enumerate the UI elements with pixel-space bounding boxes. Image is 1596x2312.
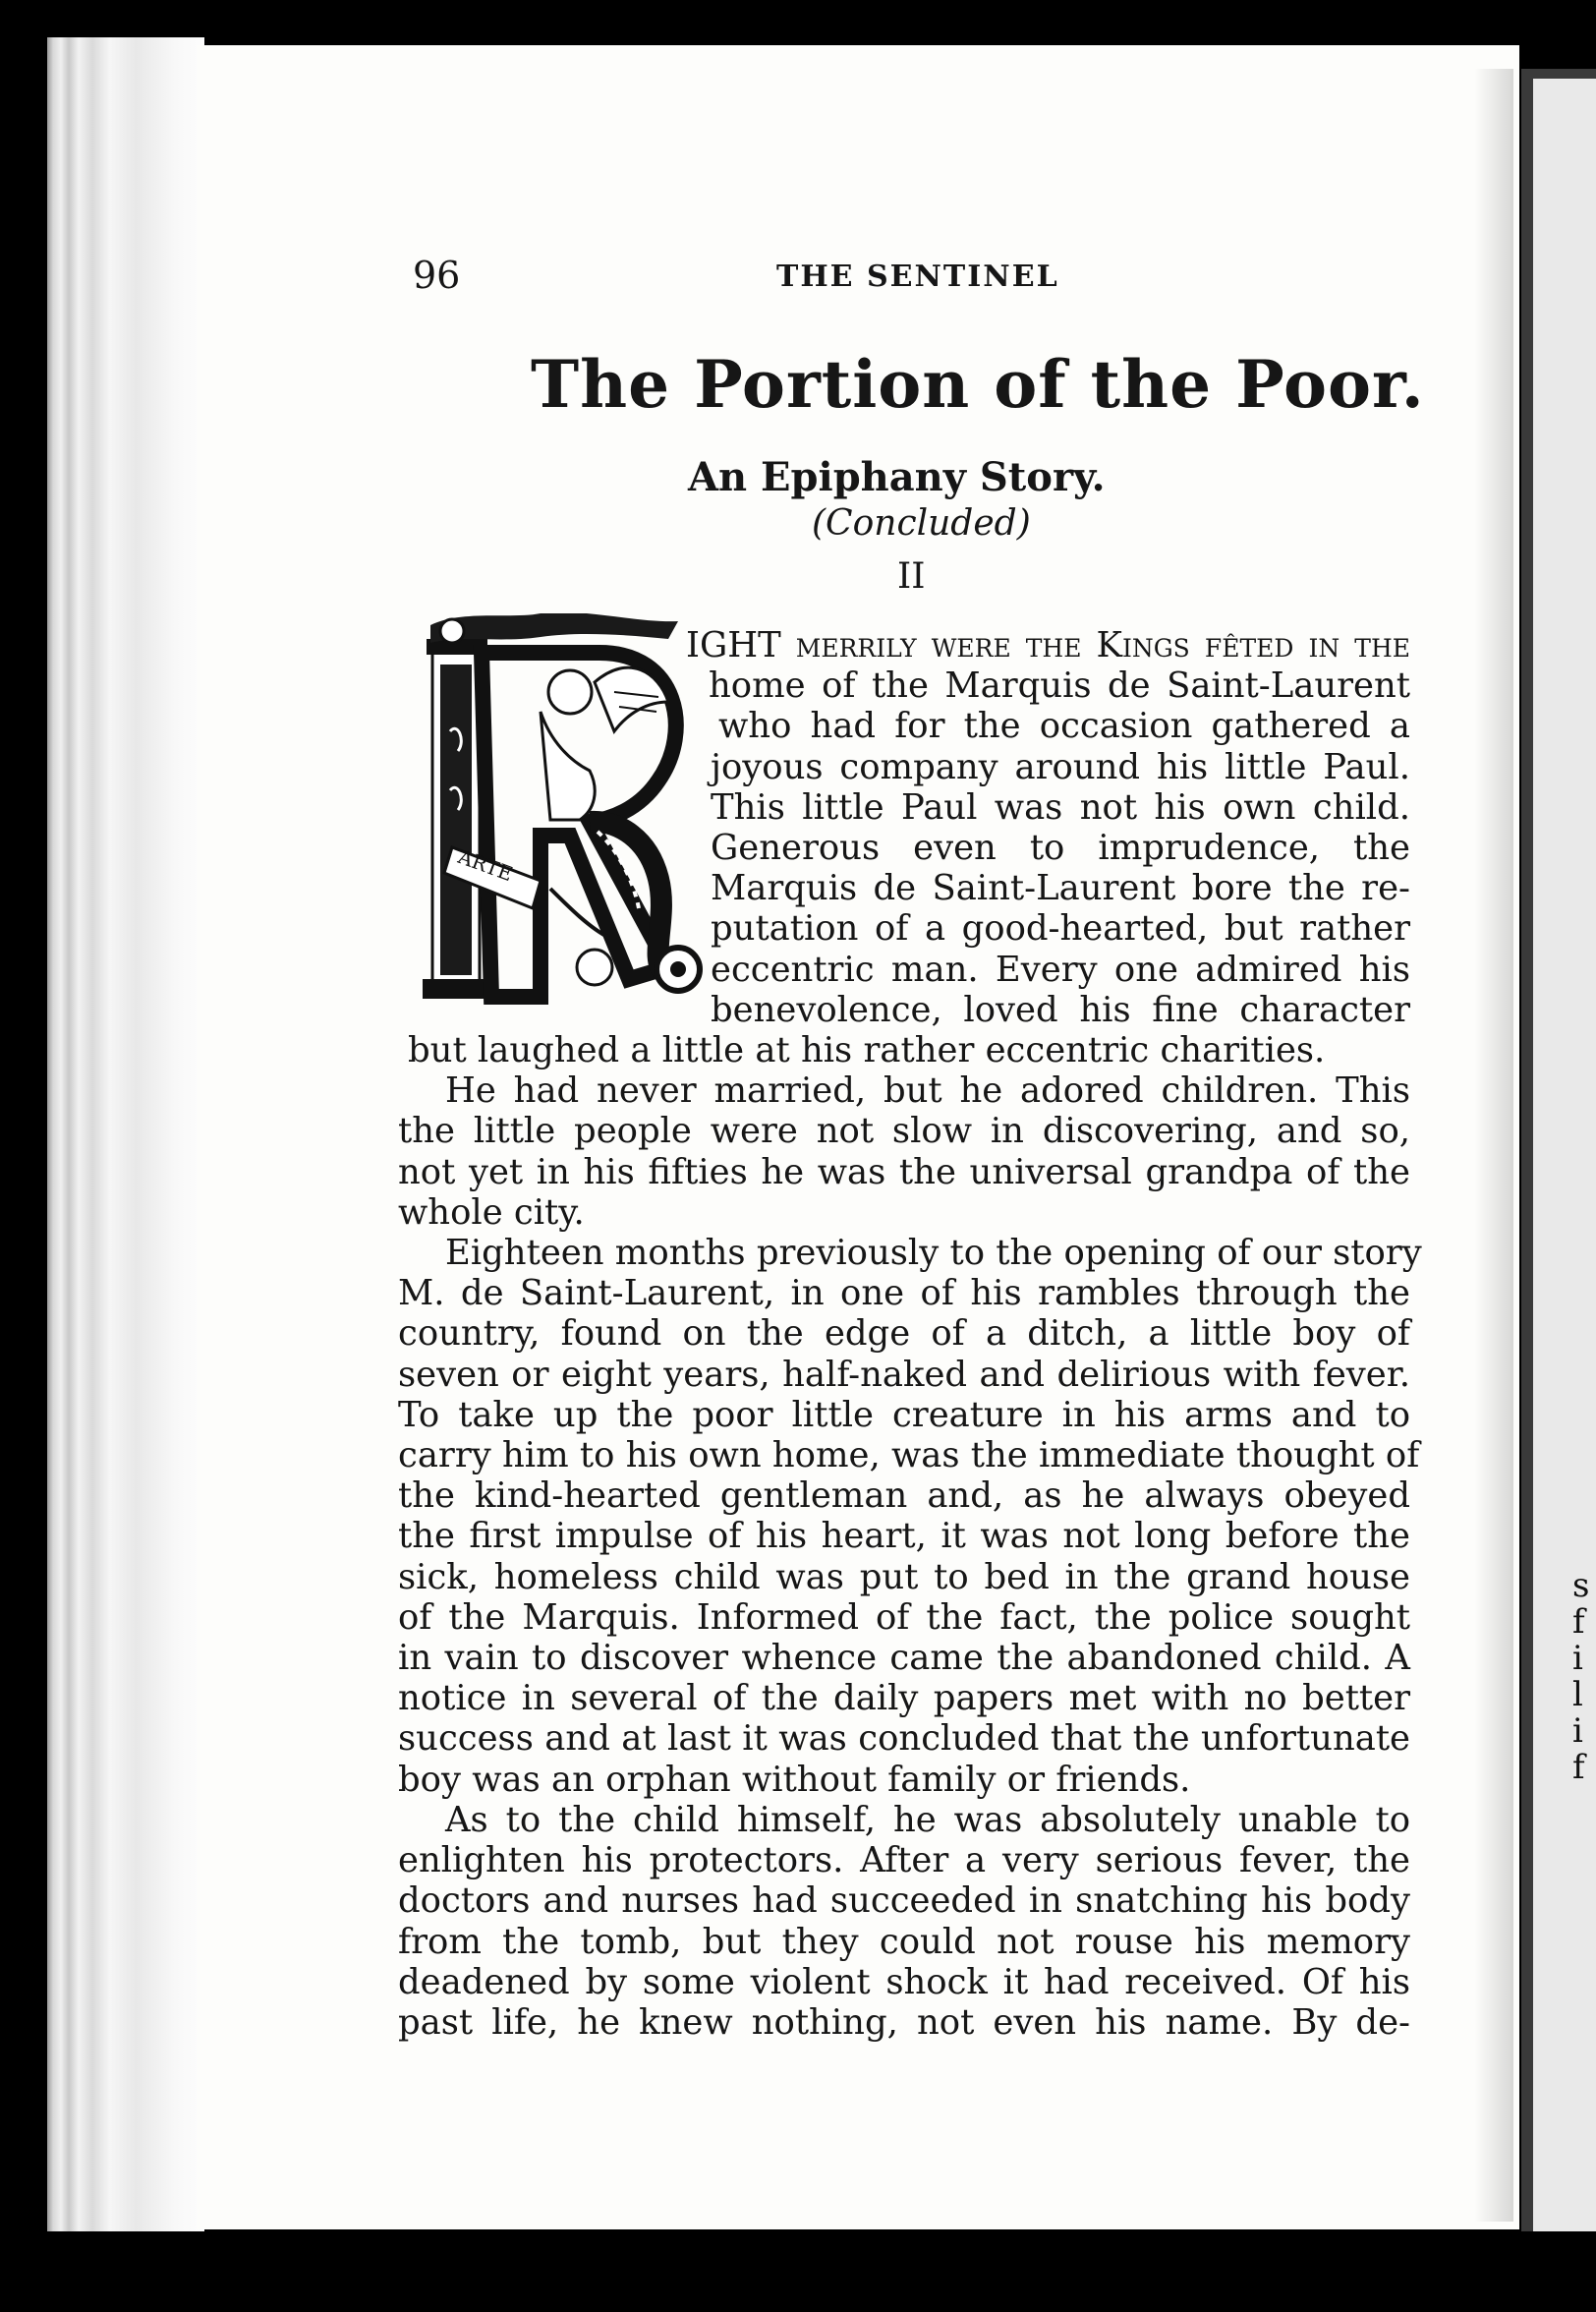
text-line: the little people were not slow in discovering, and so, <box>398 1111 1410 1152</box>
running-title: THE SENTINEL <box>776 260 1059 294</box>
concluded-note: (Concluded) <box>812 503 1031 544</box>
text-line: but laughed a little at his rather eccentric charities. <box>408 1030 1326 1071</box>
text-line: notice in several of the daily papers met with no better <box>398 1678 1410 1719</box>
text-line: of the Marquis. Informed of the fact, the police sought <box>398 1596 1410 1638</box>
text-line: from the tomb, but they could not rouse his memory <box>398 1921 1410 1962</box>
text-line: He had never married, but he adored children. This <box>445 1070 1410 1112</box>
book-page-edges <box>47 37 204 2231</box>
text-line: home of the Marquis de Saint-Laurent <box>709 665 1410 707</box>
text-line: deadened by some violent shock it had received. Of his <box>398 1961 1410 2002</box>
text-line: As to the child himself, he was absolutely unable to <box>445 1799 1410 1840</box>
text-line: past life, he knew nothing, not even his name. By de- <box>398 2001 1410 2043</box>
text-line: boy was an orphan without family or friends. <box>398 1759 1191 1800</box>
paragraph-1 <box>398 625 1410 1070</box>
paragraph-3 <box>398 1233 1422 1800</box>
text-line: eccentric man. Every one admired his <box>711 949 1410 990</box>
text-line: in vain to discover whence came the abandoned child. A <box>398 1638 1410 1679</box>
text-line: putation of a good-hearted, but rather <box>711 908 1410 950</box>
text-line: IGHT merrily were the Kings fêted in the <box>686 625 1410 665</box>
text-line: This little Paul was not his own child. <box>711 786 1410 828</box>
page-number: 96 <box>413 254 461 297</box>
text-line: benevolence, loved his fine character <box>711 989 1410 1030</box>
text-line: M. de Saint-Laurent, in one of his rambles through the <box>398 1273 1410 1314</box>
text-line: Generous even to imprudence, the <box>711 828 1410 869</box>
section-number: II <box>897 556 926 597</box>
text-line: success and at last it was concluded that the unfortunate <box>398 1718 1410 1760</box>
text-line: the first impulse of his heart, it was not long before the <box>398 1516 1410 1557</box>
text-line: not yet in his fifties he was the universal grandpa of the <box>398 1151 1410 1192</box>
page-gutter-shadow <box>1474 69 1513 2222</box>
text-line: who had for the occasion gathered a <box>718 706 1410 747</box>
text-line: doctors and nurses had succeeded in snatching his body <box>398 1880 1410 1922</box>
text-line: whole city. <box>398 1191 585 1233</box>
next-page-letters: s f i l i f <box>1572 1568 1590 1786</box>
svg-text:ARTE: ARTE <box>455 844 517 887</box>
text-line: joyous company around his little Paul. <box>711 746 1410 787</box>
article-title: The Portion of the Poor. <box>531 346 1425 423</box>
page-header <box>413 254 1415 303</box>
text-line: carry him to his own home, was the immediate thought of <box>398 1435 1420 1476</box>
text-line: sick, homeless child was put to bed in the grand house <box>398 1556 1410 1597</box>
text-line: Eighteen months previously to the opening of our story <box>445 1233 1422 1274</box>
text-line: country, found on the edge of a ditch, a little boy of <box>398 1313 1410 1355</box>
text-line: the kind-hearted gentleman and, as he always obeyed <box>398 1475 1410 1517</box>
article-subtitle: An Epiphany Story. <box>688 454 1106 500</box>
text-line: enlighten his protectors. After a very serious fever, the <box>398 1840 1410 1881</box>
article-body <box>398 625 1422 2043</box>
paragraph-2 <box>398 1070 1410 1233</box>
paragraph-4 <box>398 1800 1410 2043</box>
text-line: To take up the poor little creature in his arms and to <box>398 1394 1410 1435</box>
text-line: seven or eight years, half-naked and delirious with fever. <box>398 1354 1410 1395</box>
text-line: Marquis de Saint-Laurent bore the re- <box>711 868 1410 909</box>
next-page-strip <box>1533 79 1596 2231</box>
